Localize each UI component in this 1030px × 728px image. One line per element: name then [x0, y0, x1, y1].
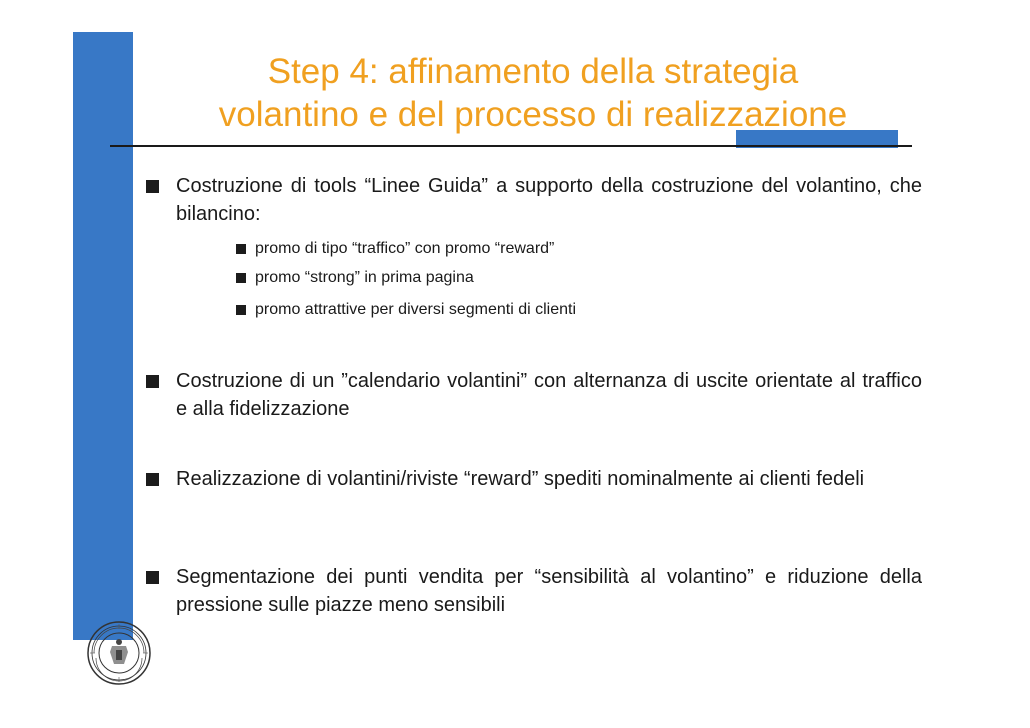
square-bullet-icon — [236, 305, 246, 315]
bullet-text: Costruzione di tools “Linee Guida” a supporto della costruzione del volantino, che bilancino: — [176, 175, 922, 225]
bullet-item — [146, 172, 922, 228]
title-underline-rule — [110, 145, 912, 147]
title-line-1: Step 4: affinamento della strategia — [267, 52, 799, 91]
bullet-item — [146, 465, 922, 493]
sub-bullet-item — [236, 239, 836, 259]
square-bullet-icon — [146, 473, 159, 486]
sub-bullet-text: promo attrattive per diversi segmenti di clienti — [255, 301, 577, 318]
square-bullet-icon — [146, 571, 159, 584]
title-line-2: volantino e del processo di realizzazione — [218, 95, 848, 134]
left-accent-bar — [73, 32, 133, 640]
sub-bullet-text: promo “strong” in prima pagina — [255, 269, 474, 286]
sub-bullet-item — [236, 268, 836, 288]
bullet-text: Segmentazione dei punti vendita per “sensibilità al volantino” e riduzione della pressione sulle piazze meno sensibili — [176, 566, 922, 616]
square-bullet-icon — [146, 375, 159, 388]
bullet-item — [146, 367, 922, 423]
sub-bullet-item — [236, 300, 836, 320]
bullet-text: Realizzazione di volantini/riviste “reward” spediti nominalmente ai clienti fedeli — [176, 468, 865, 490]
square-bullet-icon — [236, 273, 246, 283]
bullet-text: Costruzione di un ”calendario volantini” con alternanza di uscite orientate al traffico e alla fidelizzazione — [176, 370, 922, 420]
square-bullet-icon — [236, 244, 246, 254]
slide-title — [133, 50, 933, 136]
square-bullet-icon — [146, 180, 159, 193]
university-seal-icon — [86, 620, 152, 686]
bullet-item — [146, 563, 922, 619]
sub-bullet-text: promo di tipo “traffico” con promo “reward” — [255, 240, 555, 257]
